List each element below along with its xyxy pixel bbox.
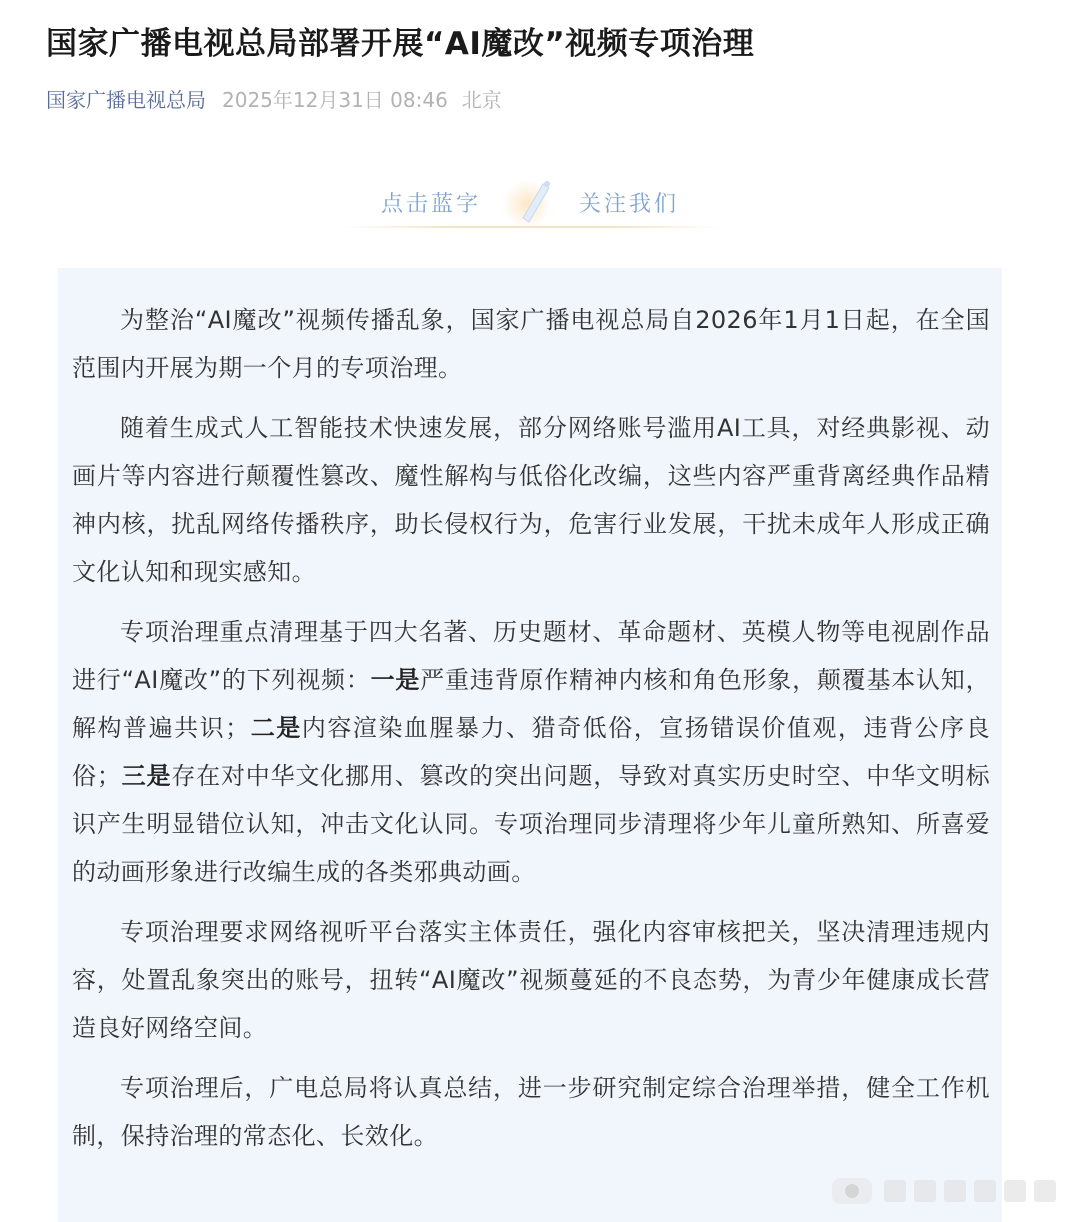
watermark-logo [828, 1168, 1074, 1214]
follow-banner[interactable] [343, 168, 723, 230]
article-meta [46, 86, 502, 114]
enum-marker-one: 一是 [370, 666, 421, 694]
paragraph: 专项治理要求网络视听平台落实主体责任，强化内容审核把关，坚决清理违规内容，处置乱象突出的账号，扭转“AI魔改”视频蔓延的不良态势，为青少年健康成长营造良好网络空间。 [72, 918, 990, 1042]
paragraph-segment: 内容渲染血腥暴力、猎奇低俗，宣扬错误价值观，违背公序良俗； [72, 714, 990, 790]
follow-banner-left-text: 点击蓝字 [381, 192, 482, 217]
paragraph-enumerated [72, 608, 990, 896]
paragraph: 专项治理后，广电总局将认真总结，进一步研究制定综合治理举措，健全工作机制，保持治理的常态化、长效化。 [72, 1074, 990, 1150]
publish-location: 北京 [461, 88, 502, 112]
follow-banner-right-text: 关注我们 [579, 192, 680, 217]
paragraph: 随着生成式人工智能技术快速发展，部分网络账号滥用AI工具，对经典影视、动画片等内容进行颠覆性篡改、魔性解构与低俗化改编，这些内容严重背离经典作品精神内核，扰乱网络传播秩序，助长侵权行为，危害行业发展，干扰未成年人形成正确文化认知和现实感知。 [72, 414, 990, 586]
pen-decoration-icon [503, 174, 559, 230]
paragraph-segment: 存在对中华文化挪用、篡改的突出问题，导致对真实历史时空、中华文明标识产生明显错位认知，冲击文化认同。专项治理同步清理将少年儿童所熟知、所喜爱的动画形象进行改编生成的各类邪典动画。 [72, 762, 990, 886]
paragraph: 为整治“AI魔改”视频传播乱象，国家广播电视总局自2026年1月1日起，在全国范围内开展为期一个月的专项治理。 [72, 306, 990, 382]
paragraph-segment: 专项治理重点清理基于四大名著、历史题材、革命题材、英模人物等电视剧作品进行“AI魔改”的下列视频： [72, 618, 990, 694]
enum-marker-two: 二是 [249, 714, 302, 742]
publish-date: 2025年12月31日 08:46 [222, 88, 448, 112]
paragraph-segment: 严重违背原作精神内核和角色形象，颠覆基本认知，解构普遍共识； [72, 666, 990, 742]
account-name-link[interactable]: 国家广播电视总局 [46, 88, 206, 112]
banner-divider [343, 226, 723, 228]
article-body [58, 268, 1002, 1222]
enum-marker-three: 三是 [121, 762, 172, 790]
article-title: 国家广播电视总局部署开展“AI魔改”视频专项治理 [46, 26, 755, 62]
